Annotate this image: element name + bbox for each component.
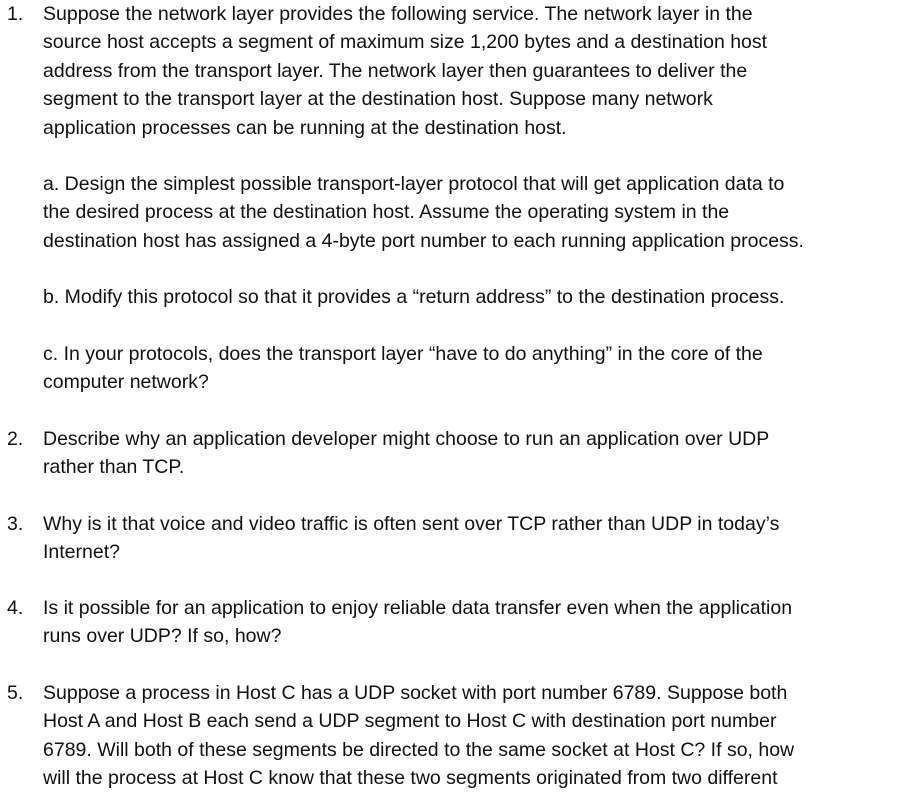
text-line: rather than TCP. [43,456,185,479]
text-line: Why is it that voice and video traffic is often sent over TCP rather than UDP in today’s [43,513,780,535]
text-line: application processes can be running at the destination host. [43,116,567,139]
text-line: 6789. Will both of these segments be directed to the same socket at Host C? If so, how [43,738,795,761]
question-number: 5. [7,682,24,704]
question-text [43,0,883,142]
question-1-part-b [43,283,883,311]
text-line: destination host has assigned a 4-byte port number to each running application process. [43,229,804,252]
question-number: 1. [7,3,24,25]
text-line: runs over UDP? If so, how? [43,625,282,648]
question-text [43,425,883,482]
text-line: the desired process at the destination host. Assume the operating system in the [43,201,730,224]
text-line: computer network? [43,371,209,394]
text-line: Describe why an application developer might choose to run an application over UDP [43,428,770,450]
text-line: c. In your protocols, does the transport layer “have to do anything” in the core of the [43,343,763,365]
question-text [43,594,883,651]
text-line: Host A and Host B each send a UDP segment to Host C with destination port number [43,710,777,733]
question-number: 4. [7,597,24,619]
text-line: segment to the transport layer at the destination host. Suppose many network [43,88,713,111]
text-line: Suppose the network layer provides the following service. The network layer in the [43,3,753,25]
question-number: 2. [7,428,24,450]
text-line: Internet? [43,541,120,564]
question-1-part-a [43,170,883,255]
question-text [43,510,883,567]
text-line: Suppose a process in Host C has a UDP socket with port number 6789. Suppose both [43,682,788,704]
question-text [43,679,883,793]
text-line: b. Modify this protocol so that it provides a “return address” to the destination process. [43,286,785,308]
text-line: address from the transport layer. The network layer then guarantees to deliver the [43,59,748,82]
text-line: Is it possible for an application to enjoy reliable data transfer even when the application [43,597,793,619]
text-line: source host accepts a segment of maximum size 1,200 bytes and a destination host [43,31,768,54]
question-1-part-c [43,340,883,397]
text-line: a. Design the simplest possible transport-layer protocol that will get application data to [43,173,785,195]
text-line: will the process at Host C know that these two segments originated from two different [43,767,778,790]
question-number: 3. [7,513,24,535]
